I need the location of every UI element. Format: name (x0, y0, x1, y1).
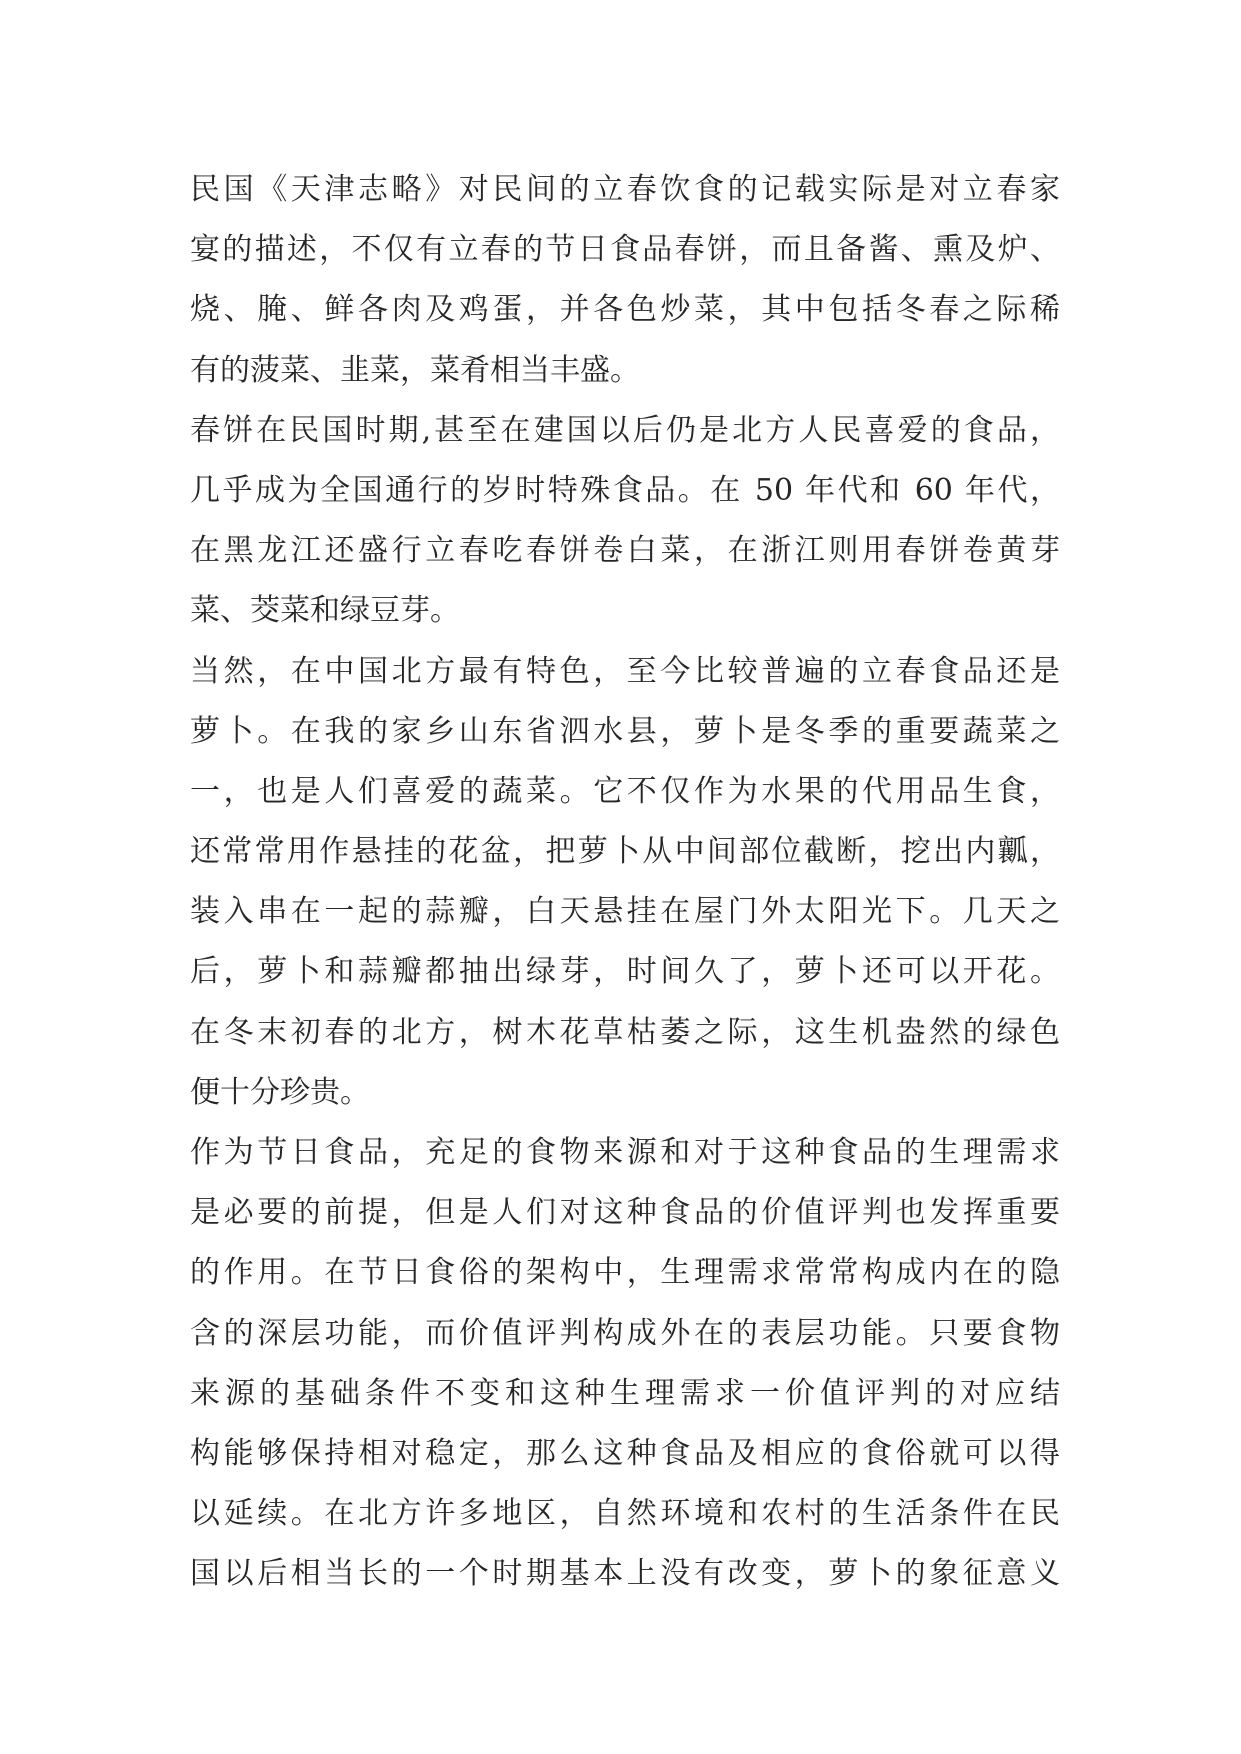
text-line: 便十分珍贵。 (190, 1074, 370, 1110)
body-text (190, 160, 1060, 1605)
paragraph (190, 642, 1060, 1124)
text-line: 一，也是人们喜爱的蔬菜。它不仅作为水果的代用品生食， (190, 773, 1060, 809)
text-line: 烧、腌、鲜各肉及鸡蛋，并各色炒菜，其中包括冬春之际稀 (190, 292, 1060, 328)
text-line: 含的深层功能，而价值评判构成外在的表层功能。只要食物 (190, 1315, 1060, 1351)
text-line: 是必要的前提，但是人们对这种食品的价值评判也发挥重要 (190, 1195, 1060, 1231)
paragraph (190, 401, 1060, 642)
text-line: 萝卜。在我的家乡山东省泗水县，萝卜是冬季的重要蔬菜之 (190, 713, 1060, 749)
text-line: 装入串在一起的蒜瓣，白天悬挂在屋门外太阳光下。几天之 (190, 894, 1060, 930)
text-line: 后，萝卜和蒜瓣都抽出绿芽，时间久了，萝卜还可以开花。 (190, 954, 1060, 990)
text-line: 菜、茭菜和绿豆芽。 (190, 593, 460, 629)
text-line: 几乎成为全国通行的岁时特殊食品。在 50 年代和 60 年代， (190, 472, 1060, 508)
text-line: 来源的基础条件不变和这种生理需求一价值评判的对应结 (190, 1375, 1060, 1411)
text-line: 的作用。在节日食俗的架构中，生理需求常常构成内在的隐 (190, 1255, 1060, 1291)
paragraph (190, 160, 1060, 401)
text-line: 宴的描述，不仅有立春的节日食品春饼，而且备酱、熏及炉、 (190, 232, 1060, 268)
text-line: 以延续。在北方许多地区，自然环境和农村的生活条件在民 (190, 1496, 1060, 1532)
text-line: 国以后相当长的一个时期基本上没有改变，萝卜的象征意义 (190, 1556, 1060, 1592)
paragraph (190, 1123, 1060, 1605)
text-line: 在冬末初春的北方，树木花草枯萎之际，这生机盎然的绿色 (190, 1014, 1060, 1050)
text-line: 在黑龙江还盛行立春吃春饼卷白菜，在浙江则用春饼卷黄芽 (190, 533, 1060, 569)
text-line: 作为节日食品，充足的食物来源和对于这种食品的生理需求 (190, 1135, 1060, 1170)
text-line: 还常常用作悬挂的花盆，把萝卜从中间部位截断，挖出内瓤， (190, 834, 1060, 870)
text-line: 当然，在中国北方最有特色，至今比较普遍的立春食品还是 (190, 653, 1060, 689)
text-line: 有的菠菜、韭菜，菜肴相当丰盛。 (190, 352, 640, 388)
text-line: 构能够保持相对稳定，那么这种食品及相应的食俗就可以得 (190, 1435, 1060, 1471)
text-line: 民国《天津志略》对民间的立春饮食的记载实际是对立春家 (190, 172, 1060, 207)
text-line: 春饼在民国时期,甚至在建国以后仍是北方人民喜爱的食品， (190, 412, 1060, 448)
